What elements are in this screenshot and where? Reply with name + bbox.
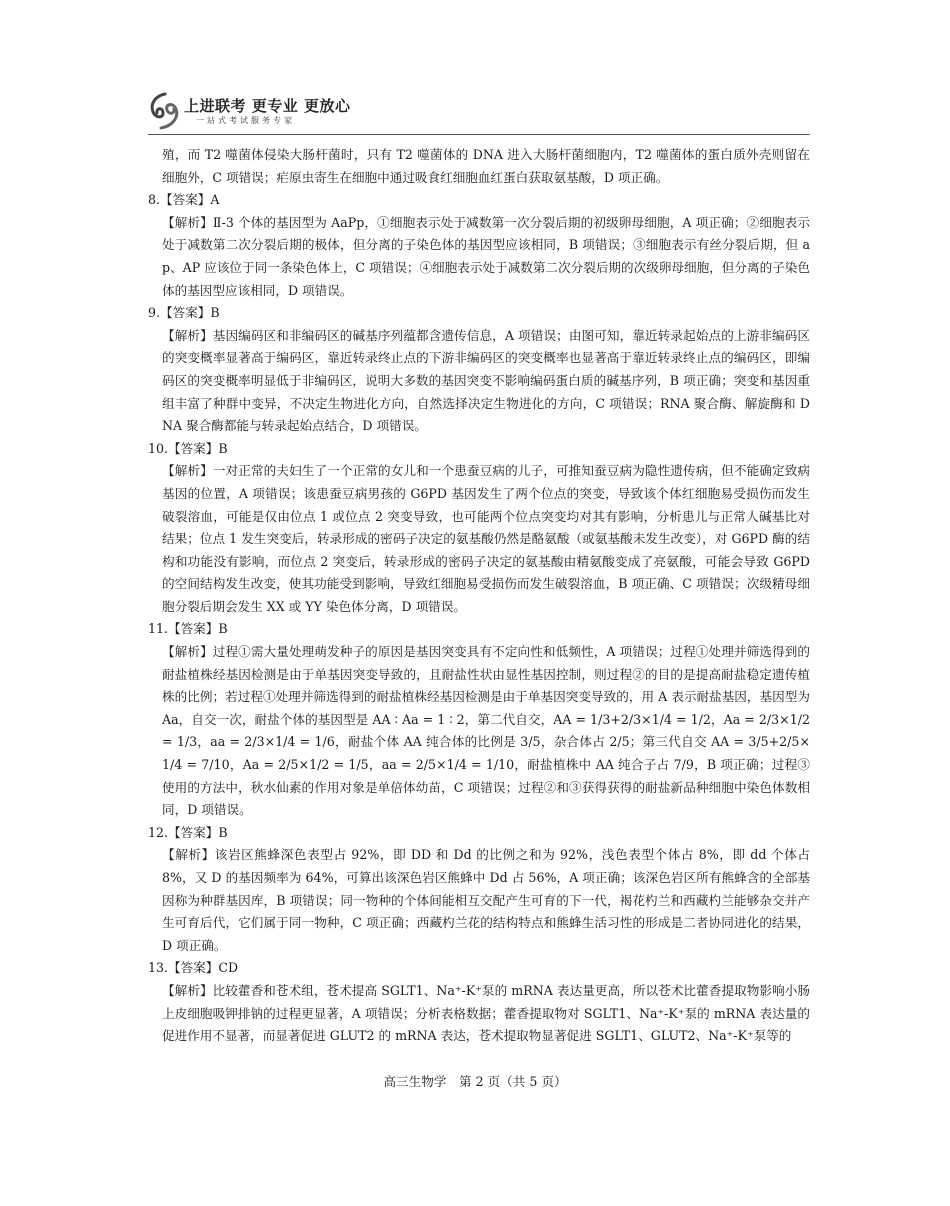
analysis-9: 【解析】基因编码区和非编码区的碱基序列蕴都含遗传信息，A 项错误；由图可知，靠近转录起始点的上游非编码区的突变概率显著高于编码区，靠近转录终止点的下游非编码区的突变概率也显著高于靠近转录终止点的编码区，即编码区的突变概率明显低于非编码区，说明大多数的基因突变不影响编码蛋白质的碱基序列，B 项正确；突变和基因重组丰富了种群中变异，不决定生物进化方向，自然选择决定生物进化的方向，C 项错误；RNA 聚合酶、解旋酶和 DNA 聚合酶都能与转录起始点结合，D 项错误。 [162,327,810,434]
answer-13: 13.【答案】CD [148,960,239,976]
answer-10: 10.【答案】B [148,440,228,456]
analysis-10: 【解析】一对正常的夫妇生了一个正常的女儿和一个患蚕豆病的儿子，可推知蚕豆病为隐性遗传病，但不能确定致病基因的位置，A 项错误；该患蚕豆病男孩的 G6PD 基因发生了两个位点的突变，导致该个体红细胞易受损伤而发生破裂溶血，可能是仅由位点 1 或位点 2 突变导致，也可能两个位点突变均对其有影响，分析患儿与正常人碱基比对结果；位点 1 发生突变后，转录形成的密码子决定的氨基酸仍然是酪氨酸（或氨基酸未发生改变），对 G6PD 酶的结构和功能没有影响，而位点 2 突变后，转录形成的密码子决定的氨基酸由精氨酸变成了亮氨酸，可能会导致 G6PD 的空间结构发生改变，使其功能受到影响，导致红细胞易受损伤而发生破裂溶血，B 项正确、C 项错误；次级精母细胞分裂后期会发生 XX 或 YY 染色体分离，D 项错误。 [162,463,810,614]
answer-11: 11.【答案】B [148,621,228,637]
header [148,92,448,132]
header-slogan: 上进联考 更专业 更放心 [184,97,351,115]
answer-8: 8.【答案】A [148,192,220,208]
analysis-13: 【解析】比较藿香和苍术组，苍术提高 SGLT1、Na⁺-K⁺泵的 mRNA 表达量更高，所以苍术比藿香提取物影响小肠上皮细胞吸钾排钠的过程更显著，A 项错误；分析表格数据；藿香提取物对 SGLT1、Na⁺-K⁺泵的 mRNA 表达量的促进作用不显著，而显著促进 GLUT2 的 mRNA 表达，苍术提取物显著促进 SGLT1、GLUT2、Na⁺-K⁺泵等的 [162,982,810,1044]
page-footer: 高三生物学 第 2 页（共 5 页） [383,1074,567,1089]
header-tagline: 一站式考试服务专家 [196,116,295,125]
header-divider [148,134,810,135]
analysis-12: 【解析】该岩区熊蜂深色表型占 92%，即 DD 和 Dd 的比例之和为 92%，浅色表型个体占 8%，即 dd 个体占 8%，又 D 的基因频率为 64%，可算出该深色岩区熊蜂中 Dd 占 56%，A 项正确；该深色岩区所有熊蜂含的全部基因称为种群基因库，B 项错误；同一物种的个体间能相互交配产生可育的下一代，褐花杓兰和西藏杓兰能够杂交并产生可育后代，它们属于同一物种，C 项正确；西藏杓兰花的结构特点和熊蜂生活习性的形成是二者协同进化的结果，D 项正确。 [162,847,810,953]
logo-icon [148,92,182,130]
answer-9: 9.【答案】B [148,305,220,321]
analysis-8: 【解析】Ⅱ-3 个体的基因型为 AaPp，①细胞表示处于减数第一次分裂后期的初级卵母细胞，A 项正确；②细胞表示处于减数第二次分裂后期的极体，但分离的子染色体的基因型应该相同，B 项错误；③细胞表示有丝分裂后期，但 ap、AP 应该位于同一条染色体上，C 项错误；④细胞表示处于减数第二次分裂后期的次级卵母细胞，但分离的子染色体的基因型应该相同，D 项错误。 [162,214,810,298]
analysis-11: 【解析】过程①需大量处理萌发种子的原因是基因突变具有不定向性和低频性，A 项错误；过程①处理并筛选得到的耐盐植株经基因检测是由于单基因突变导致的，且耐盐性状由显性基因控制，则过程②的目的是提高耐盐稳定遗传植株的比例；若过程①处理并筛选得到的耐盐植株经基因检测是由于单基因突变导致的，用 A 表示耐盐基因，基因型为 Aa，自交一次，耐盐个体的基因型是 AA ∶ Aa = 1 ∶ 2，第二代自交，AA = 1/3+2/3×1/4 = 1/2，Aa = 2/3×1/2 = 1/3，aa = 2/3×1/4 = 1/6，耐盐个体 AA 纯合体的比例是 3/5，杂合体占 2/5；第三代自交 AA = 3/5+2/5×1/4 = 7/10，Aa = 2/5×1/2 = 1/5，aa = 2/5×1/4 = 1/10，耐盐植株中 AA 纯合子占 7/9，B 项正确；过程③使用的方法中，秋水仙素的作用对象是单倍体幼苗，C 项错误；过程②和③获得获得的耐盐新品种细胞中染色体数相同，D 项错误。 [162,644,810,818]
answer-content [148,144,810,1048]
answer-12: 12.【答案】B [148,824,228,840]
analysis-7-continued: 殖，而 T2 噬菌体侵染大肠杆菌时，只有 T2 噬菌体的 DNA 进入大肠杆菌细胞内，T2 噬菌体的蛋白质外壳则留在细胞外，C 项错误；疟原虫寄生在细胞中通过吸食红细胞血红蛋白获取氨基酸，D 项正确。 [162,147,810,185]
